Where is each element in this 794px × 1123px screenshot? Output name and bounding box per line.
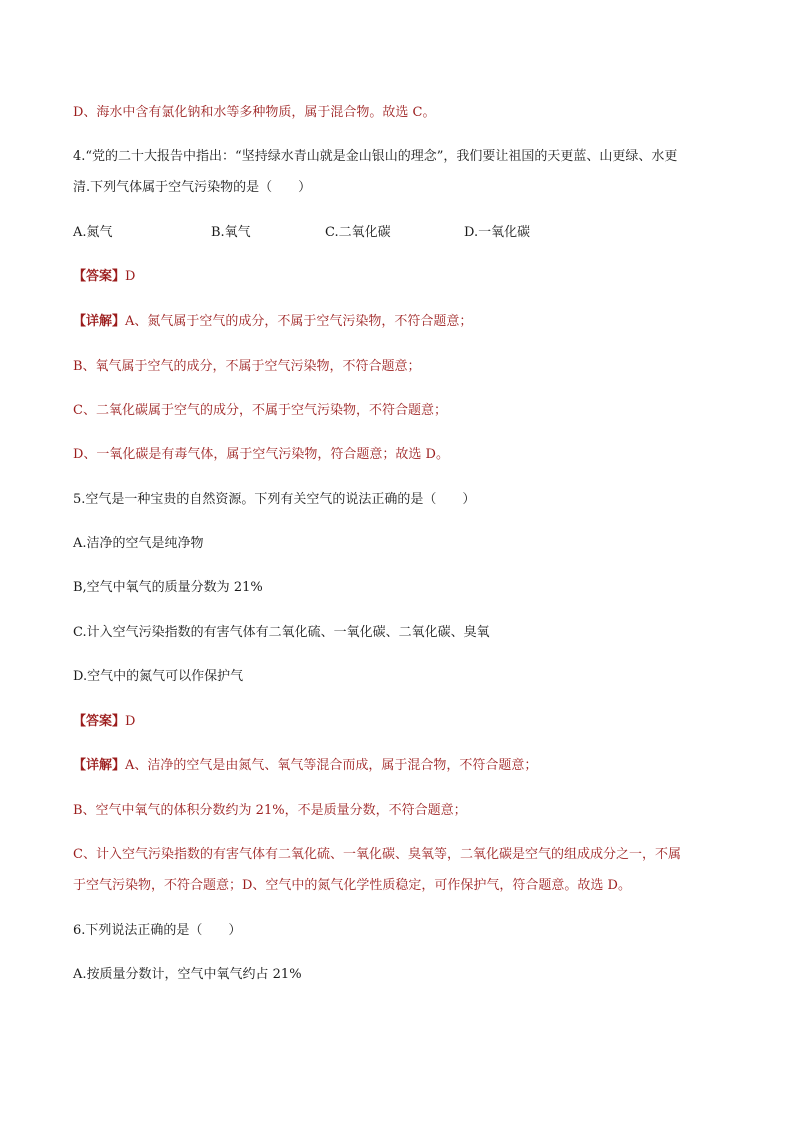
answer-line-q3-d: D、海水中含有氯化钠和水等多种物质，属于混合物。故选 C。 bbox=[73, 105, 436, 120]
option-a: A.氮气 bbox=[73, 225, 113, 240]
question-6-option-a: A.按质量分数计，空气中氧气约占 21% bbox=[73, 967, 302, 982]
question-5-option-b: B,空气中氧气的质量分数为 21% bbox=[73, 580, 263, 595]
answer-label: 【答案】 bbox=[73, 269, 126, 284]
answer-label: 【答案】 bbox=[73, 714, 126, 729]
detail-q4-d: D、一氧化碳是有毒气体，属于空气污染物，符合题意；故选 D。 bbox=[73, 447, 449, 462]
detail-text: A、洁净的空气是由氮气、氧气等混合而成，属于混合物，不符合题意； bbox=[125, 758, 538, 773]
question-6: 6.下列说法正确的是（ ） bbox=[73, 923, 242, 938]
option-b: B.氧气 bbox=[211, 225, 251, 240]
question-5-option-c: C.计入空气污染指数的有害气体有二氧化硫、一氧化碳、二氧化碳、臭氧 bbox=[73, 625, 490, 640]
detail-label: 【详解】 bbox=[73, 758, 126, 773]
detail-q5-c-cont: 于空气污染物，不符合题意；D、空气中的氮气化学性质稳定，可作保护气，符合题意。故选 D。 bbox=[73, 878, 631, 893]
answer-value: D bbox=[125, 714, 136, 729]
detail-q5-b: B、空气中氧气的体积分数约为 21%，不是质量分数，不符合题意； bbox=[73, 803, 467, 818]
detail-q4-a bbox=[73, 311, 723, 333]
answer-q4 bbox=[73, 266, 723, 288]
detail-q4-b: B、氧气属于空气的成分，不属于空气污染物，不符合题意； bbox=[73, 359, 421, 374]
answer-value: D bbox=[125, 269, 136, 284]
question-5: 5.空气是一种宝贵的自然资源。下列有关空气的说法正确的是（ ） bbox=[73, 492, 476, 507]
detail-q5-c: C、计入空气污染指数的有害气体有二氧化硫、一氧化碳、臭氧等，二氧化碳是空气的组成成分之一，不属 bbox=[73, 847, 681, 862]
question-5-option-a: A.洁净的空气是纯净物 bbox=[73, 536, 204, 551]
question-4-line-2: 清.下列气体属于空气污染物的是（ ） bbox=[73, 180, 312, 195]
question-5-option-d: D.空气中的氮气可以作保护气 bbox=[73, 669, 244, 684]
option-c: C.二氧化碳 bbox=[325, 225, 391, 240]
detail-label: 【详解】 bbox=[73, 314, 126, 329]
detail-q4-c: C、二氧化碳属于空气的成分，不属于空气污染物，不符合题意； bbox=[73, 403, 447, 418]
question-4-line-1: 4.“党的二十大报告中指出：“坚持绿水青山就是金山银山的理念”，我们要让祖国的天更蓝、山更绿、水更 bbox=[73, 149, 678, 164]
answer-q5 bbox=[73, 711, 723, 733]
option-d: D.一氧化碳 bbox=[464, 225, 531, 240]
detail-q5-a bbox=[73, 755, 723, 777]
detail-text: A、氮气属于空气的成分，不属于空气污染物，不符合题意； bbox=[125, 314, 473, 329]
